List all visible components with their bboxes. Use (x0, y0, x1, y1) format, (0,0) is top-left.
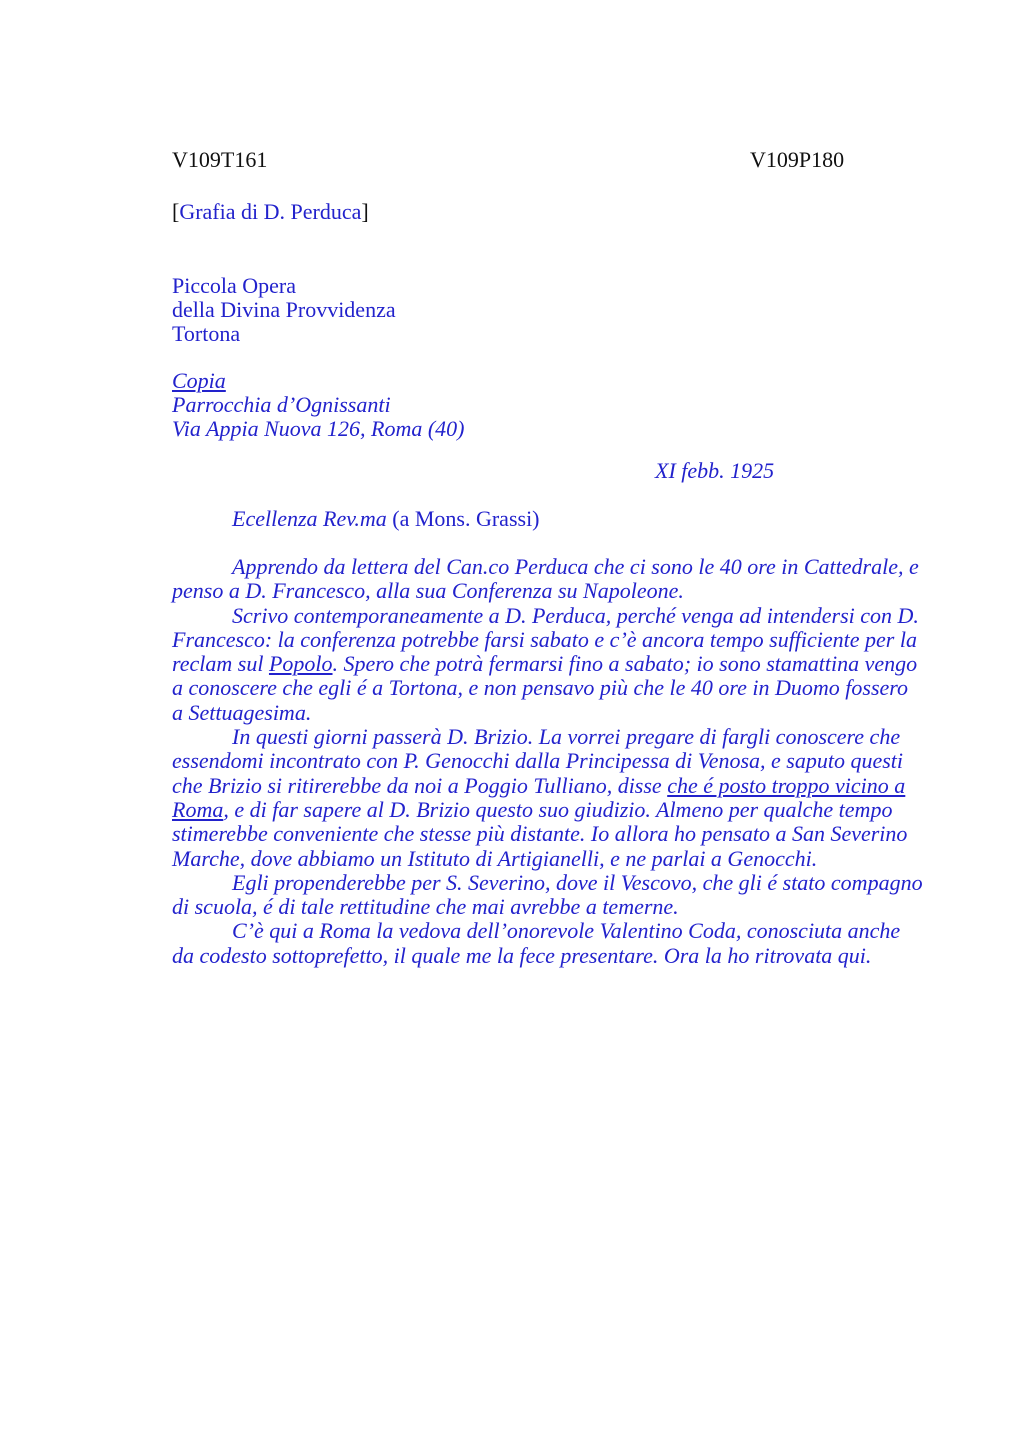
body-paragraph (172, 725, 924, 871)
archive-header (172, 148, 924, 172)
letterhead (172, 274, 924, 346)
copy-label: Copia (172, 368, 226, 393)
text-run: , e di far sapere al D. Brizio questo suo giudizio. Almeno per qualche tempo stimerebbe conveniente che stesse più distante. Io allora ho pensato a San Severino Marche, dove abbiamo un Istituto di Artigianelli, e ne parlai a Genocchi. (172, 796, 908, 871)
address-line: Via Appia Nuova 126, Roma (40) (172, 416, 465, 441)
address-line: Parrocchia d’Ognissanti (172, 392, 391, 417)
archive-code-right: V109P180 (750, 147, 845, 172)
letterhead-line: Tortona (172, 321, 241, 346)
body-paragraph (172, 604, 924, 725)
copy-address-block (172, 369, 924, 441)
text-run: Egli propenderebbe per S. Severino, dove il Vescovo, che gli é stato compagno di scuola, é di tale rettitudine che mai avrebbe a temerne. (172, 869, 923, 920)
bracket-close: ] (361, 199, 369, 224)
salutation-title: Ecellenza Rev.ma (232, 506, 387, 531)
text-run: . Spero che potrà fermarsi fino a sabato; io sono stamattina vengo a conoscere che egli é a Tortona, e non pensavo più che le 40 ore in Duomo fossero a Settuagesima. (172, 651, 918, 725)
body-paragraph (172, 555, 924, 604)
handwriting-annotation (172, 200, 924, 224)
salutation (232, 507, 924, 531)
underlined-phrase: Popolo (268, 651, 333, 677)
salutation-recipient: (a Mons. Grassi) (386, 506, 540, 531)
letterhead-line: della Divina Provvidenza (172, 297, 396, 322)
body-paragraph (172, 871, 924, 920)
letter-body (172, 555, 924, 968)
body-paragraph (172, 919, 924, 968)
text-run: Apprendo da lettera del Can.co Perduca che ci sono le 40 ore in Cattedrale, e penso a D. Francesco, alla sua Conferenza su Napoleone. (172, 554, 919, 604)
annotation-label: Grafia di D. Perduca (179, 199, 362, 224)
text-run: Scrivo contemporaneamente a D. Perduca, perché venga ad intendersi con D. Francesco: la conferenza potrebbe farsi sabato e c’è ancora tempo sufficiente per la reclam sul (172, 602, 919, 677)
archive-code-left: V109T161 (172, 147, 268, 172)
letterhead-line: Piccola Opera (172, 273, 296, 298)
text-run: C’è qui a Roma la vedova dell’onorevole Valentino Coda, conosciuta anche da codesto sottoprefetto, il quale me la fece presentare. Ora la ho ritrovata qui. (172, 918, 901, 968)
letter-date: XI febb. 1925 (655, 458, 775, 483)
text-run: In questi giorni passerà D. Brizio. La vorrei pregare di fargli conoscere che essendomi incontrato con P. Genocchi dalla Principessa di Venosa, e saputo questi che Brizio si ritirerebbe da noi a Poggio Tulliano, disse (172, 724, 904, 798)
letter-content (172, 148, 924, 968)
underlined-phrase: che é posto troppo vicino a Roma (172, 772, 906, 822)
bracket-open: [ (172, 199, 180, 224)
